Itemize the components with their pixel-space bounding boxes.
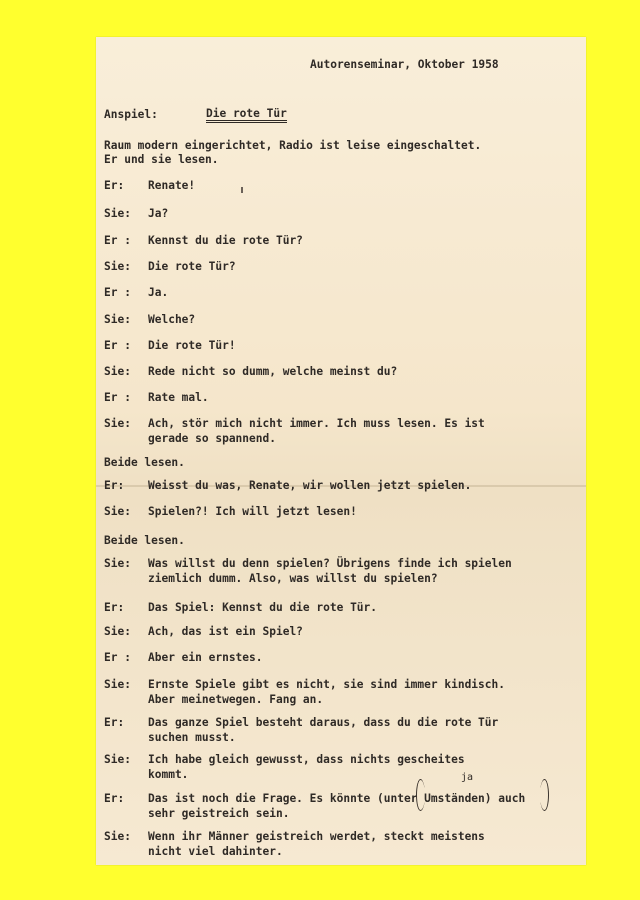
dialogue-text: suchen musst. <box>148 731 236 744</box>
speaker-label: Er : <box>104 651 131 664</box>
dialogue-text: Das ist noch die Frage. Es könnte (unter Umständen) auch <box>148 792 526 805</box>
speaker-label: Er : <box>104 391 131 404</box>
dialogue-text: nicht viel dahinter. <box>148 845 283 858</box>
speaker-label: Sie: <box>104 625 131 638</box>
speaker-label: Er: <box>104 601 125 614</box>
dialogue-line <box>104 478 471 493</box>
dialogue-line <box>104 829 485 844</box>
dialogue-line <box>104 844 283 859</box>
dialogue-text: Ach, das ist ein Spiel? <box>148 625 303 638</box>
dialogue-line <box>104 431 276 446</box>
dialogue-line <box>104 178 195 193</box>
document-title: Die rote Tür <box>206 107 287 123</box>
speaker-label: Sie: <box>104 207 131 220</box>
dialogue-line <box>104 206 168 221</box>
speaker-label: Sie: <box>104 678 131 691</box>
dialogue-line <box>104 556 512 571</box>
dialogue-text: Renate! <box>148 179 196 192</box>
handwritten-parenthesis-right <box>540 779 549 811</box>
dialogue-text: Beide lesen. <box>104 456 185 469</box>
dialogue-text: sehr geistreich sein. <box>148 807 290 820</box>
dialogue-line <box>104 504 357 519</box>
dialogue-text: Ja. <box>148 286 169 299</box>
intro-line: Raum modern eingerichtet, Radio ist leise eingeschaltet. <box>104 139 482 152</box>
dialogue-text: Rede nicht so dumm, welche meinst du? <box>148 365 398 378</box>
dialogue-text: Rate mal. <box>148 391 209 404</box>
speaker-label: Sie: <box>104 830 131 843</box>
handwritten-parenthesis-left <box>416 779 425 811</box>
speaker-label: Sie: <box>104 505 131 518</box>
dialogue-line <box>104 624 303 639</box>
dialogue-line <box>104 752 465 767</box>
dialogue-text: Weisst du was, Renate, wir wollen jetzt spielen. <box>148 479 472 492</box>
dialogue-line <box>104 767 188 782</box>
dialogue-text: Aber meinetwegen. Fang an. <box>148 693 324 706</box>
dialogue-line <box>104 600 377 615</box>
document-page <box>96 37 586 865</box>
dialogue-text: Wenn ihr Männer geistreich werdet, steckt meistens <box>148 830 485 843</box>
dialogue-text: Ich habe gleich gewusst, dass nichts gescheites <box>148 753 465 766</box>
dialogue-text: gerade so spannend. <box>148 432 276 445</box>
dialogue-line <box>104 730 236 745</box>
document-header: Autorenseminar, Oktober 1958 <box>310 58 499 71</box>
dialogue-line <box>104 650 263 665</box>
dialogue-line <box>104 692 323 707</box>
dialogue-text: Aber ein ernstes. <box>148 651 263 664</box>
dialogue-line <box>104 791 525 806</box>
handwritten-insert: ja <box>461 772 474 783</box>
dialogue-text: Die rote Tür! <box>148 339 236 352</box>
dialogue-line <box>104 259 236 274</box>
dialogue-line <box>104 677 505 692</box>
dialogue-text: Ach, stör mich nicht immer. Ich muss lesen. Es ist <box>148 417 485 430</box>
speaker-label: Er: <box>104 716 125 729</box>
speaker-label: Er : <box>104 234 131 247</box>
speaker-label: Sie: <box>104 260 131 273</box>
dialogue-text: kommt. <box>148 768 189 781</box>
pencil-mark <box>241 187 243 193</box>
dialogue-line <box>104 364 397 379</box>
dialogue-text: Welche? <box>148 313 196 326</box>
speaker-label: Er: <box>104 179 125 192</box>
dialogue-line <box>104 455 185 470</box>
speaker-label: Sie: <box>104 417 131 430</box>
dialogue-line <box>104 390 209 405</box>
dialogue-line <box>104 571 438 586</box>
dialogue-text: Spielen?! Ich will jetzt lesen! <box>148 505 357 518</box>
dialogue-line <box>104 338 236 353</box>
dialogue-line <box>104 416 485 431</box>
speaker-label: Sie: <box>104 365 131 378</box>
dialogue-line <box>104 715 498 730</box>
dialogue-text: Beide lesen. <box>104 534 185 547</box>
speaker-label: Sie: <box>104 557 131 570</box>
speaker-label: Er : <box>104 286 131 299</box>
speaker-label: Er: <box>104 479 125 492</box>
dialogue-text: Ernste Spiele gibt es nicht, sie sind immer kindisch. <box>148 678 505 691</box>
speaker-label: Er : <box>104 339 131 352</box>
dialogue-line <box>104 312 195 327</box>
dialogue-line <box>104 806 289 821</box>
dialogue-text: Kennst du die rote Tür? <box>148 234 303 247</box>
dialogue-text: Was willst du denn spielen? Übrigens finde ich spielen <box>148 557 512 570</box>
speaker-label: Sie: <box>104 753 131 766</box>
speaker-label: Sie: <box>104 313 131 326</box>
dialogue-line <box>104 533 185 548</box>
dialogue-text: ziemlich dumm. Also, was willst du spielen? <box>148 572 438 585</box>
dialogue-text: Das Spiel: Kennst du die rote Tür. <box>148 601 378 614</box>
intro-line: Er und sie lesen. <box>104 153 219 166</box>
dialogue-line <box>104 233 303 248</box>
anspiel-label: Anspiel: <box>104 108 158 121</box>
dialogue-text: Ja? <box>148 207 169 220</box>
dialogue-text: Die rote Tür? <box>148 260 236 273</box>
speaker-label: Er: <box>104 792 125 805</box>
dialogue-text: Das ganze Spiel besteht daraus, dass du die rote Tür <box>148 716 499 729</box>
dialogue-line <box>104 285 168 300</box>
